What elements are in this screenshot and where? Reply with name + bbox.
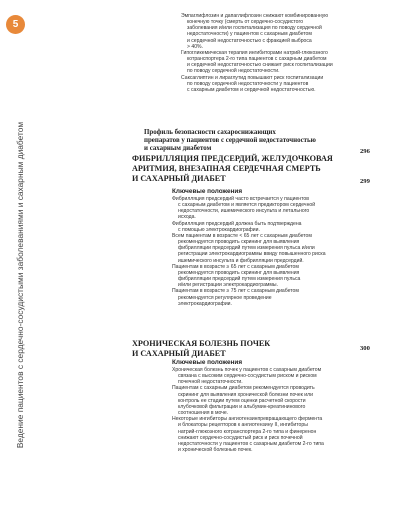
text-line: Всем пациентам в возрасте < 65 лет с сахарным диабетом xyxy=(172,232,312,239)
text-line: Пациентам с сахарным диабетом рекомендуется проводить xyxy=(172,385,315,392)
text-line: Саксаглиптин и лираглутид повышают риск госпитализации xyxy=(181,74,324,81)
list-item xyxy=(172,220,362,233)
entry-page-number: 296 xyxy=(360,148,370,155)
text-line: и/или регистрации электрокардиограммы. xyxy=(178,282,278,289)
entry-title-line: Профиль безопасности сахароснижающих xyxy=(144,129,276,136)
text-line: клубочковой фильтрации и альбумин-креатининового xyxy=(178,403,306,410)
text-line: связана с высоким сердечно-сосудистым риском и риском xyxy=(178,373,317,380)
entry-title-line: И САХАРНЫЙ ДИАБЕТ xyxy=(132,173,226,183)
text-line: Фибрилляция предсердий часто встречается у пациентов xyxy=(172,196,309,202)
continuation-list xyxy=(181,13,371,93)
page-number-badge: 5 xyxy=(6,15,25,34)
text-line: > 40%. xyxy=(187,43,204,50)
entry-title-line: ФИБРИЛЛЯЦИЯ ПРЕДСЕРДИЙ, ЖЕЛУДОЧКОВАЯ xyxy=(132,154,333,163)
list-item xyxy=(172,416,362,454)
entry-title-line: и сахарным диабетом xyxy=(144,145,212,153)
text-line: электрокардиографии. xyxy=(178,300,232,307)
text-line: контроль ее стадии путем оценки расчетной скорости xyxy=(178,397,306,404)
text-line: скрининг для выявления хронической болезни почек или xyxy=(178,391,313,398)
text-line: и хронической болезнью почек. xyxy=(178,447,253,454)
text-line: и блокаторы рецепторов к ангиотензину II, ингибиторы xyxy=(178,422,308,429)
text-line: конечную точку (смерть от сердечно-сосудистого xyxy=(187,19,304,26)
text-line: котранспортера 2-го типа пациентов с сахарным диабетом xyxy=(187,56,327,63)
text-line: соотношения в моче. xyxy=(178,410,229,417)
list-item xyxy=(172,288,362,307)
text-line: заболевания и/или госпитализация по поводу сердечной xyxy=(187,25,322,32)
text-line: по поводу сердечной недостаточности. xyxy=(187,68,280,75)
text-line: с сахарным диабетом и сердечной недостаточностью. xyxy=(187,86,316,93)
text-line: ишемического инсульта и фибрилляции предсердий. xyxy=(178,257,304,264)
text-line: исхода. xyxy=(178,214,196,221)
list-item xyxy=(172,232,362,264)
text-line: фибрилляции предсердий путем измерения пульса xyxy=(178,276,301,283)
toc-entry-ckd xyxy=(132,339,372,359)
list-item xyxy=(172,196,362,221)
text-line: Пациентам в возрасте ≥ 65 лет с сахарным диабетом xyxy=(172,263,299,270)
running-title: Ведение пациентов с сердечно-сосудистыми заболеваниями и сахарным диабетом xyxy=(15,121,25,449)
text-line: Эмпаглифлозин и дапаглифлозин снижают комбинированную xyxy=(181,13,329,19)
entry-title-line: И САХАРНЫЙ ДИАБЕТ xyxy=(132,348,226,358)
text-line: снижают сердечно-сосудистый риск и риск почечной xyxy=(178,434,303,441)
entry-title-line: АРИТМИЯ, ВНЕЗАПНАЯ СЕРДЕЧНАЯ СМЕРТЬ xyxy=(132,163,321,173)
text-line: рекомендуется проводить скрининг для выявления xyxy=(178,239,300,246)
text-line: и сердечной недостаточностью с фракцией выброса xyxy=(187,37,312,44)
text-line: Пациентам в возрасте ≥ 75 лет с сахарным диабетом xyxy=(172,288,299,295)
text-line: рекомендуется проводить скрининг для выявления xyxy=(178,269,300,276)
text-line: Гипогликемическая терапия ингибиторами натрий-глюкозного xyxy=(181,49,328,56)
text-line: недостаточности) у пациентов с сахарным диабетом xyxy=(187,31,312,38)
text-line: с помощью электрокардиографии. xyxy=(178,226,260,233)
list-item xyxy=(172,263,362,289)
entry-page-number: 299 xyxy=(360,178,370,185)
text-line: с сахарным диабетом и является предиктором сердечной xyxy=(178,202,316,209)
text-line: Фибрилляция предсердий должна быть подтверждена xyxy=(172,220,302,227)
text-line: и сердечной недостаточностью снижает риск госпитализации xyxy=(187,62,333,69)
list-item xyxy=(172,367,362,386)
sidebar xyxy=(0,0,32,487)
text-line: по поводу сердечной недостаточности у пациентов xyxy=(187,80,309,87)
toc-entry-profile xyxy=(132,129,372,154)
entry-page-number: 300 xyxy=(360,345,370,352)
text-line: регистрации электрокардиограммы ввиду повышенного риска xyxy=(178,251,326,258)
key-points-heading: Ключевые положения xyxy=(172,359,243,366)
text-line: недостаточности, ишемического инсульта и летального xyxy=(178,208,310,215)
entry-title-line: препаратов у пациентов с сердечной недостаточностью xyxy=(144,137,316,145)
text-line: Некоторые ингибиторы ангиотензинпревращающего фермента xyxy=(172,416,323,423)
list-item xyxy=(172,385,362,417)
text-line: фибрилляции предсердий путем измерения пульса и/или xyxy=(178,245,315,252)
key-points-list xyxy=(172,367,362,453)
key-points-list xyxy=(172,196,362,307)
text-line: рекомендуется регулярное проведение xyxy=(178,294,272,301)
toc-entry-af xyxy=(132,154,372,183)
text-line: недостаточности у пациентов с сахарным диабетом 2-го типа xyxy=(178,440,324,447)
text-line: Хроническая болезнь почек у пациентов с сахарным диабетом xyxy=(172,367,322,373)
key-points-heading: Ключевые положения xyxy=(172,188,243,195)
entry-title-line: ХРОНИЧЕСКАЯ БОЛЕЗНЬ ПОЧЕК xyxy=(132,339,271,348)
text-line: натрий-глюкозного котранспортера 2-го типа и финеренон xyxy=(178,428,317,435)
text-line: почечной недостаточности. xyxy=(178,379,243,386)
